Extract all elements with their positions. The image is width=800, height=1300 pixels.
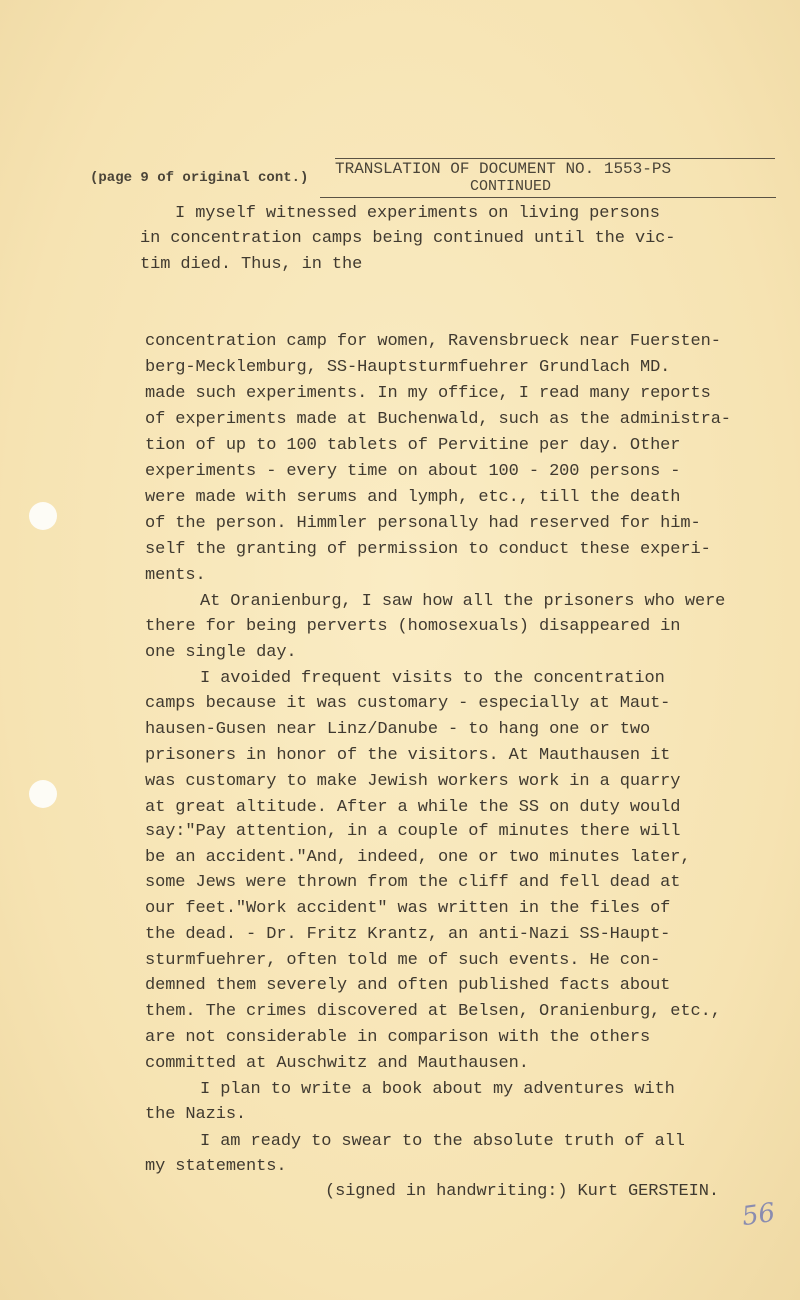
body-line: tion of up to 100 tablets of Pervitine per day. Other [145, 436, 681, 455]
body-line: self the granting of permission to conduct these experi- [145, 540, 711, 559]
body-line: say:"Pay attention, in a couple of minutes there will [145, 822, 681, 841]
handwritten-page-number: 56 [740, 1197, 778, 1233]
body-line: our feet."Work accident" was written in the files of [145, 899, 671, 918]
body-line: the Nazis. [145, 1105, 247, 1124]
body-line: ments. [145, 566, 206, 585]
body-line: committed at Auschwitz and Mauthausen. [145, 1054, 529, 1073]
document-title: TRANSLATION OF DOCUMENT NO. 1553-PS [335, 160, 672, 178]
signature-line: (signed in handwriting:) Kurt GERSTEIN. [325, 1182, 719, 1201]
body-line: experiments - every time on about 100 - 200 persons - [145, 462, 681, 481]
body-line: in concentration camps being continued until the vic- [140, 229, 676, 248]
body-line: be an accident."And, indeed, one or two minutes later, [145, 848, 691, 867]
body-line: tim died. Thus, in the [140, 255, 363, 274]
body-line: berg-Mecklemburg, SS-Hauptsturmfuehrer Grundlach MD. [145, 358, 671, 377]
body-line: my statements. [145, 1157, 287, 1176]
title-overline [335, 158, 775, 159]
body-line: I avoided frequent visits to the concentration [200, 669, 665, 688]
title-underline [320, 197, 776, 198]
body-line: there for being perverts (homosexuals) disappeared in [145, 617, 681, 636]
body-line: hausen-Gusen near Linz/Danube - to hang one or two [145, 720, 651, 739]
body-line: I am ready to swear to the absolute truth of all [200, 1132, 685, 1151]
body-line: was customary to make Jewish workers work in a quarry [145, 772, 681, 791]
body-line: prisoners in honor of the visitors. At Mauthausen it [145, 746, 671, 765]
body-line: them. The crimes discovered at Belsen, Oranienburg, etc., [145, 1002, 721, 1021]
body-line: of the person. Himmler personally had reserved for him- [145, 514, 701, 533]
body-line: I plan to write a book about my adventures with [200, 1080, 675, 1099]
body-line: one single day. [145, 643, 297, 662]
body-line: sturmfuehrer, often told me of such events. He con- [145, 951, 661, 970]
punch-hole [29, 780, 57, 808]
body-line: At Oranienburg, I saw how all the prisoners who were [200, 592, 726, 611]
body-line: some Jews were thrown from the cliff and fell dead at [145, 873, 681, 892]
body-line: were made with serums and lymph, etc., till the death [145, 488, 681, 507]
document-subtitle: CONTINUED [470, 178, 552, 195]
body-line: camps because it was customary - especially at Maut- [145, 694, 671, 713]
body-line: of experiments made at Buchenwald, such as the administra- [145, 410, 731, 429]
punch-hole [29, 502, 57, 530]
body-line: I myself witnessed experiments on living persons [175, 204, 660, 223]
body-line: at great altitude. After a while the SS on duty would [145, 798, 681, 817]
body-line: the dead. - Dr. Fritz Krantz, an anti-Nazi SS-Haupt- [145, 925, 671, 944]
body-line: are not considerable in comparison with the others [145, 1028, 651, 1047]
page-reference: (page 9 of original cont.) [90, 170, 309, 186]
body-line: made such experiments. In my office, I read many reports [145, 384, 711, 403]
body-line: demned them severely and often published facts about [145, 976, 671, 995]
body-line: concentration camp for women, Ravensbrueck near Fuersten- [145, 332, 721, 351]
